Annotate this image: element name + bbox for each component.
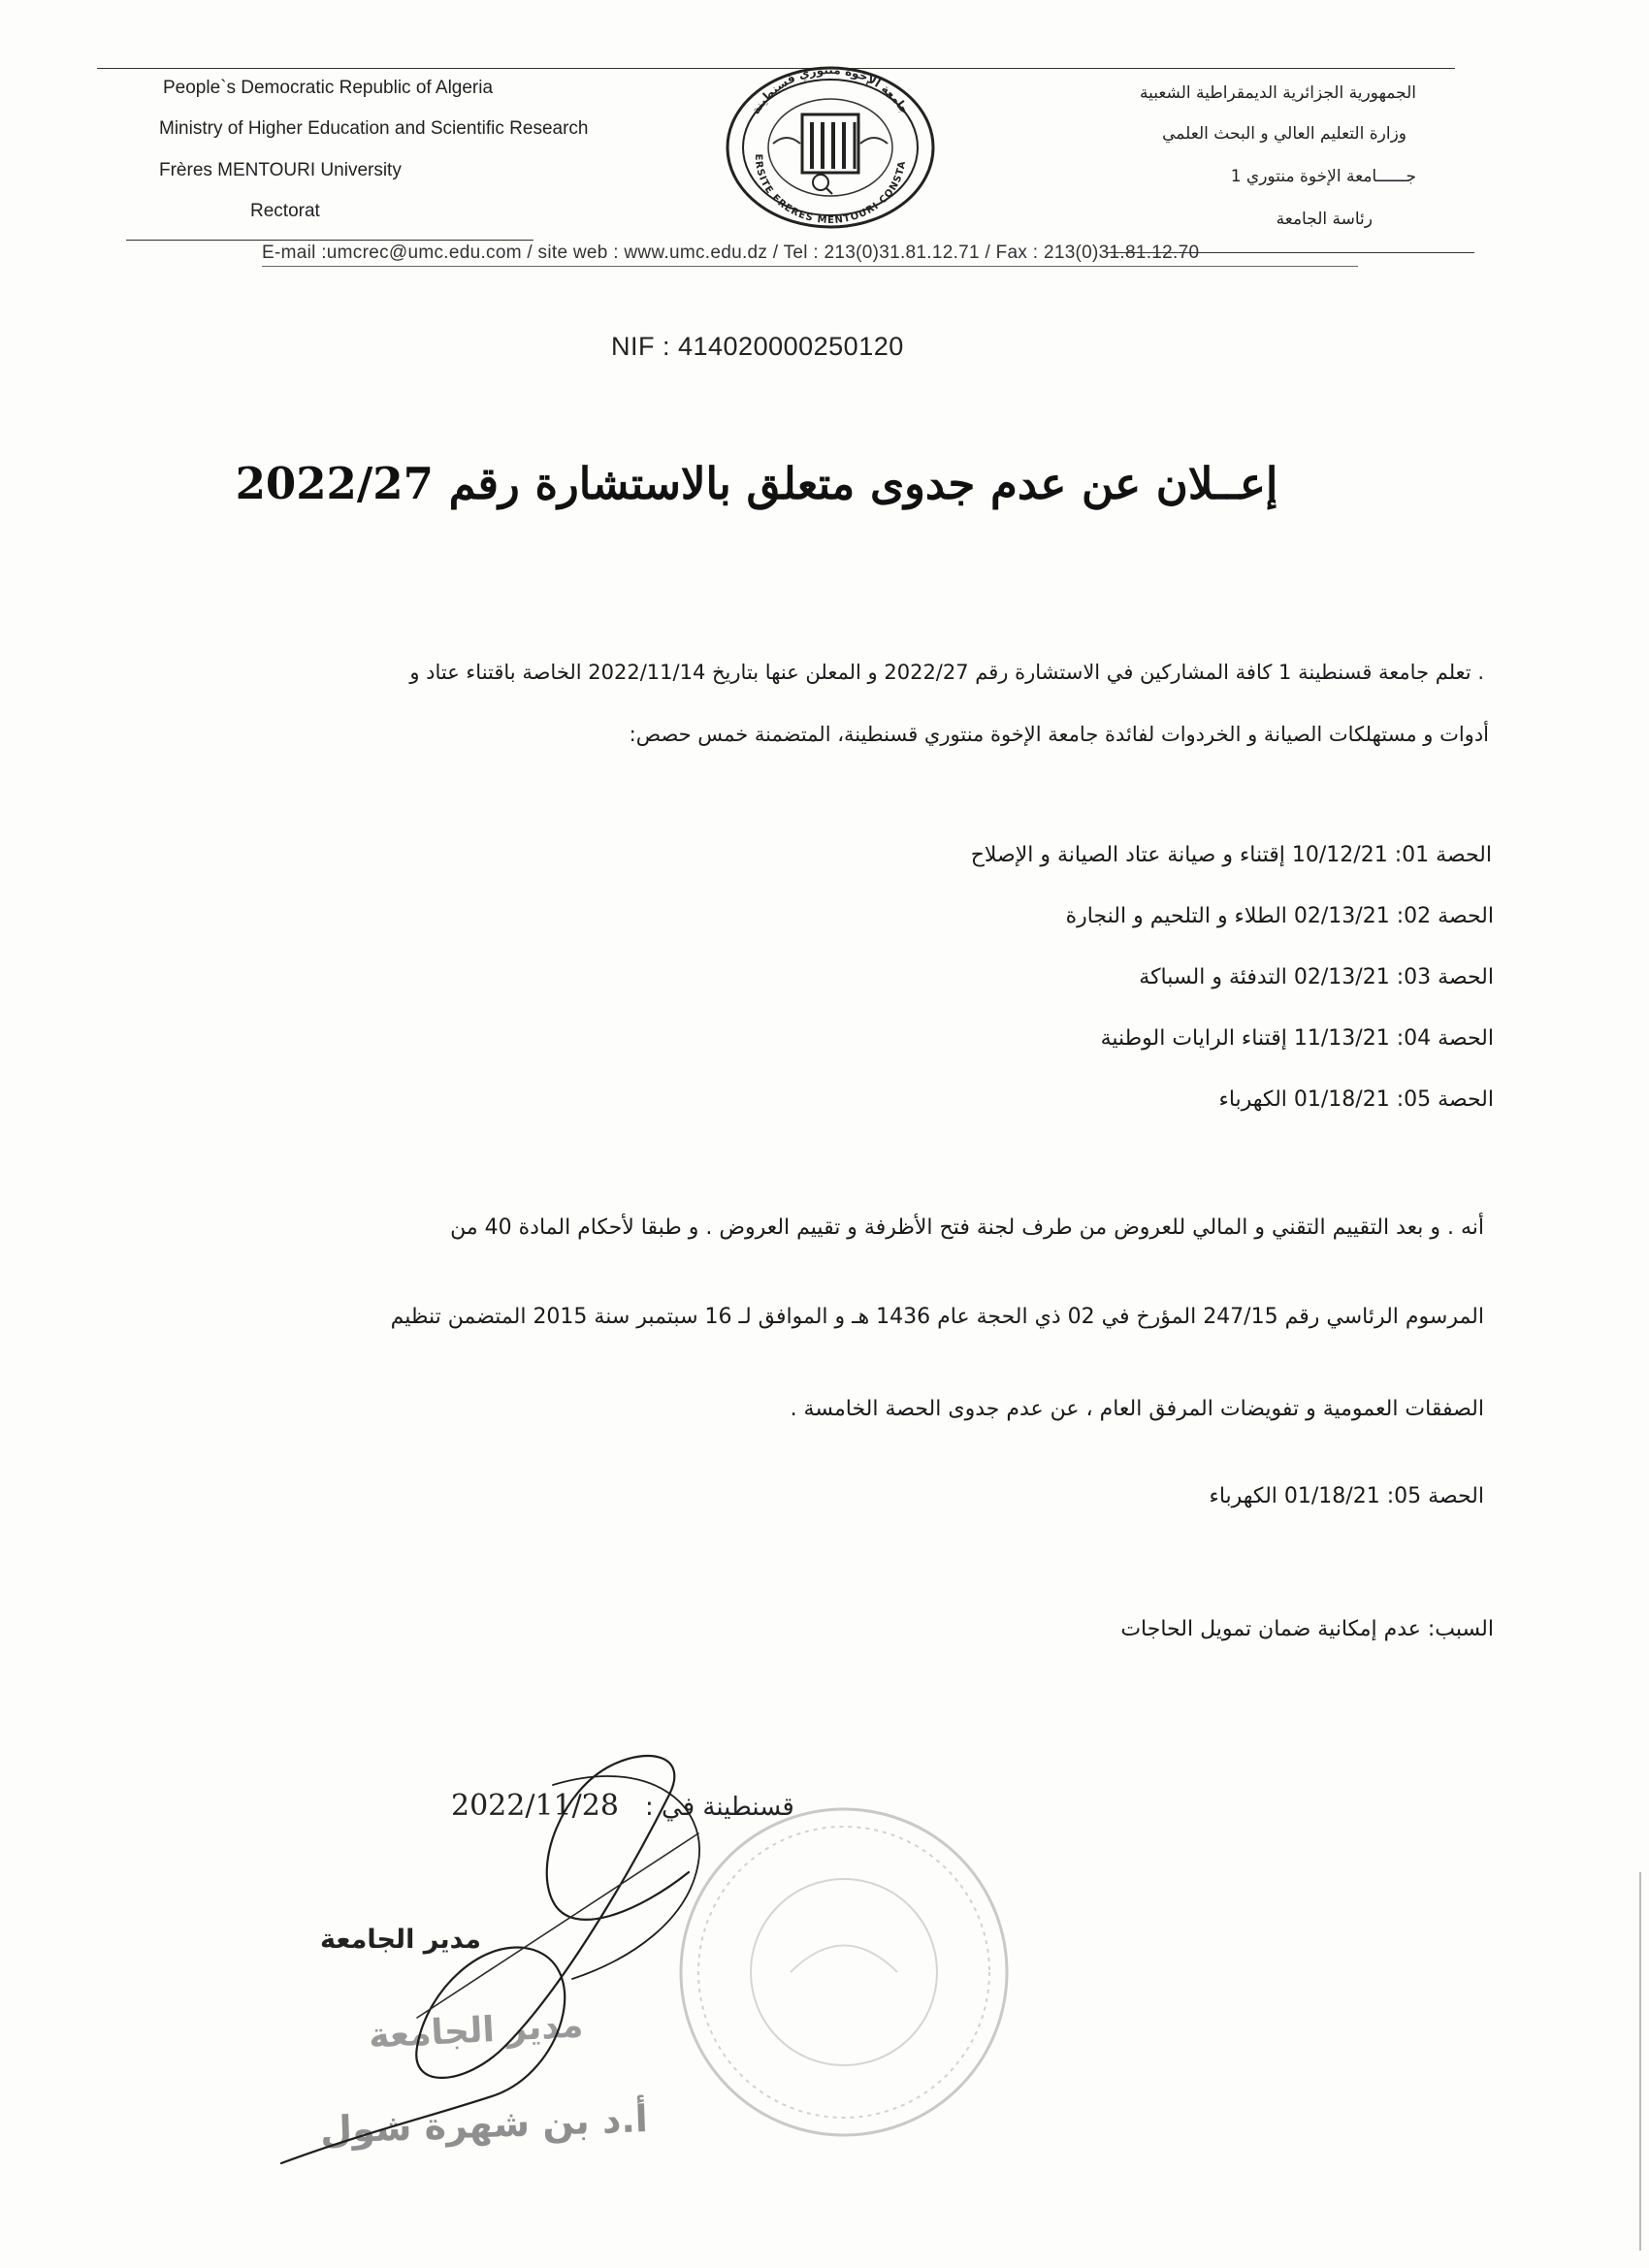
lot-item-04: الحصة 04: 11/13/21 إقتناء الرايات الوطنية — [1100, 1026, 1494, 1051]
decision-line-1: أنه . و بعد التقييم التقني و المالي للعروض من طرف لجنة فتح الأظرفة و تقييم العروض . و طبقا لأحكام المادة 40 من — [450, 1215, 1484, 1240]
header-en-university: Frères MENTOURI University — [159, 160, 402, 180]
header-contact-line: E-mail :umcrec@umc.edu.com / site web : www.umc.edu.dz / Tel : 213(0)31.81.12.71 / Fax : 213(0)31.81.12.70 — [262, 243, 1200, 263]
lot-item-02: الحصة 02: 02/13/21 الطلاء و التلحيم و النجارة — [1065, 904, 1494, 928]
lot-item-05: الحصة 05: 01/18/21 الكهرباء — [1218, 1087, 1494, 1112]
svg-text:جامعة الإخوة منتوري قسنطينة: جامعة الإخوة منتوري قسنطينة — [748, 64, 913, 117]
handwritten-signature — [242, 1727, 728, 2173]
header-ar-country: الجمهورية الجزائرية الديمقراطية الشعبية — [1139, 83, 1416, 103]
intro-line-2: أدوات و مستهلكات الصيانة و الخردوات لفائدة جامعة الإخوة منتوري قسنطينة، المتضمنة خمس حصص: — [629, 723, 1489, 746]
signature-title: مدير الجامعة — [320, 1925, 481, 1955]
header-ar-ministry: وزارة التعليم العالي و البحث العلمي — [1162, 124, 1406, 144]
header-en-ministry: Ministry of Higher Education and Scientific Research — [159, 118, 589, 139]
university-logo — [723, 64, 938, 231]
scan-edge-mark — [1639, 1872, 1641, 2251]
intro-line-1: . تعلم جامعة قسنطينة 1 كافة المشاركين في الاستشارة رقم 2022/27 و المعلن عنها بتاريخ 2022/11/14 الخاصة باقتناء عتاد و — [409, 661, 1484, 684]
header-rule-left — [126, 240, 534, 241]
lot-item-03: الحصة 03: 02/13/21 التدفئة و السباكة — [1139, 965, 1494, 989]
decision-line-2: المرسوم الرئاسي رقم 247/15 المؤرخ في 02 ذي الحجة عام 1436 هـ و الموافق لـ 16 سبتمبر سنة 2015 المتضمن تنظيم — [390, 1305, 1484, 1329]
lot-item-01: الحصة 01: 10/12/21 إقتناء و صيانة عتاد الصيانة و الإصلاح — [970, 843, 1492, 867]
signature-place-label: قسنطينة في : — [645, 1793, 794, 1822]
nif-number: NIF : 414020000250120 — [611, 332, 904, 361]
reason-line: السبب: عدم إمكانية ضمان تمويل الحاجات — [1120, 1617, 1494, 1641]
header-ar-rectorat: رئاسة الجامعة — [1276, 210, 1373, 229]
header-rule-under-contact — [262, 266, 1358, 267]
signature-date: 2022/11/28 — [451, 1789, 619, 1823]
svg-text:UNIVERSITE FRERES MENTOURI CON: ERSITE FRERES MENTOURI CONSTA — [752, 153, 909, 227]
header-en-country: People`s Democratic Republic of Algeria — [163, 78, 494, 98]
signature-name: أ.د بن شهرة شول — [319, 2097, 649, 2152]
lot-05-repeat: الحصة 05: 01/18/21 الكهرباء — [1209, 1484, 1484, 1508]
decision-line-3: الصفقات العمومية و تفويضات المرفق العام ، عن عدم جدوى الحصة الخامسة . — [790, 1397, 1484, 1421]
header-en-rectorat: Rectorat — [250, 201, 320, 221]
signature-stamp-title: مدير الجامعة — [368, 2005, 585, 2057]
header-ar-university: جــــــامعة الإخوة منتوري 1 — [1230, 167, 1416, 186]
document-title: إعــلان عن عدم جدوى متعلق بالاستشارة رقم 2022/27 — [235, 458, 1278, 509]
